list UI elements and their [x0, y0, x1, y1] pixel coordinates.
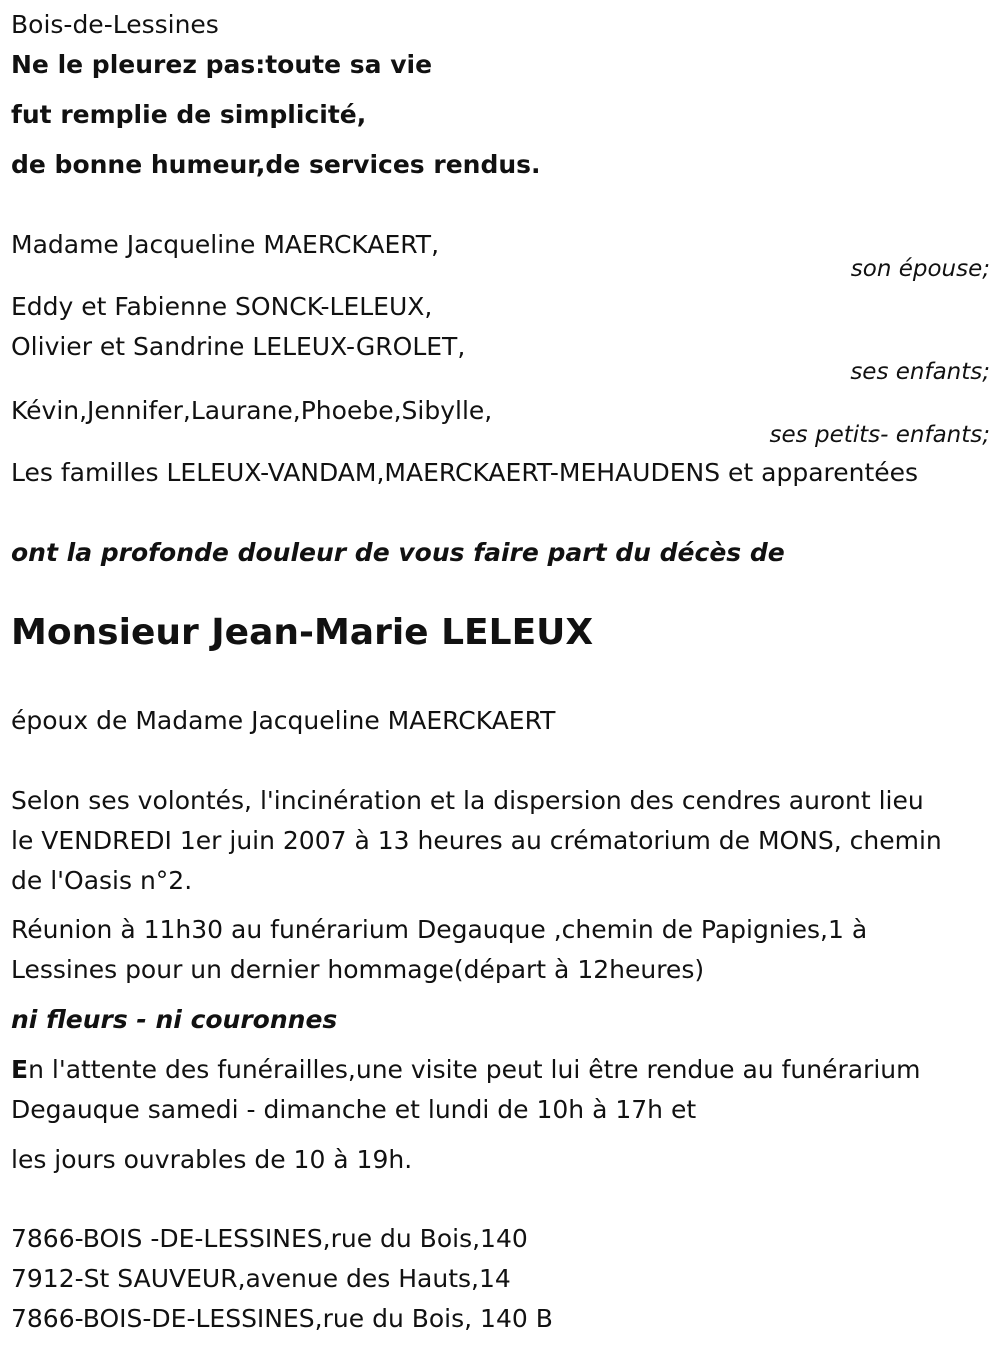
no-flowers-note: ni fleurs - ni couronnes [11, 1005, 338, 1034]
families-line: Les familles LELEUX-VANDAM,MAERCKAERT-MEHAUDENS et apparentées [11, 458, 919, 487]
child-line: Eddy et Fabienne SONCK-LELEUX, [11, 292, 433, 321]
epitaph-line: de bonne humeur,de services rendus. [11, 150, 541, 179]
spouse-name: Madame Jacqueline MAERCKAERT, [11, 230, 440, 259]
child-line: Olivier et Sandrine LELEUX-GROLET, [11, 332, 466, 361]
address-line: 7912-St SAUVEUR,avenue des Hauts,14 [11, 1264, 511, 1293]
deceased-relation: époux de Madame Jacqueline MAERCKAERT [11, 706, 556, 735]
address-line: 7866-BOIS -DE-LESSINES,rue du Bois,140 [11, 1224, 528, 1253]
visit-line-rest: n l'attente des funérailles,une visite peut lui être rendue au funérarium [28, 1055, 921, 1084]
location-header: Bois-de-Lessines [11, 10, 219, 39]
epitaph-line: fut remplie de simplicité, [11, 100, 367, 129]
announcement-text: ont la profonde douleur de vous faire part du décès de [11, 538, 785, 567]
ceremony-line: de l'Oasis n°2. [11, 866, 193, 895]
ceremony-line: Selon ses volontés, l'incinération et la dispersion des cendres auront lieu [11, 786, 924, 815]
grandchildren-role: ses petits- enfants; [769, 422, 990, 448]
reunion-line: Lessines pour un dernier hommage(départ à 12heures) [11, 955, 705, 984]
visit-line: Degauque samedi - dimanche et lundi de 10h à 17h et [11, 1095, 697, 1124]
ceremony-line: le VENDREDI 1er juin 2007 à 13 heures au crématorium de MONS, chemin [11, 826, 942, 855]
visit-initial: E [11, 1055, 29, 1084]
epitaph-line: Ne le pleurez pas:toute sa vie [11, 50, 433, 79]
children-role: ses enfants; [850, 359, 990, 385]
visit-line [11, 1055, 920, 1085]
visit-line: les jours ouvrables de 10 à 19h. [11, 1145, 413, 1174]
spouse-role: son épouse; [850, 256, 990, 282]
grandchildren-line: Kévin,Jennifer,Laurane,Phoebe,Sibylle, [11, 396, 493, 425]
address-line: 7866-BOIS-DE-LESSINES,rue du Bois, 140 B [11, 1304, 553, 1333]
deceased-name: Monsieur Jean-Marie LELEUX [11, 612, 594, 653]
reunion-line: Réunion à 11h30 au funérarium Degauque ,chemin de Papignies,1 à [11, 915, 868, 944]
